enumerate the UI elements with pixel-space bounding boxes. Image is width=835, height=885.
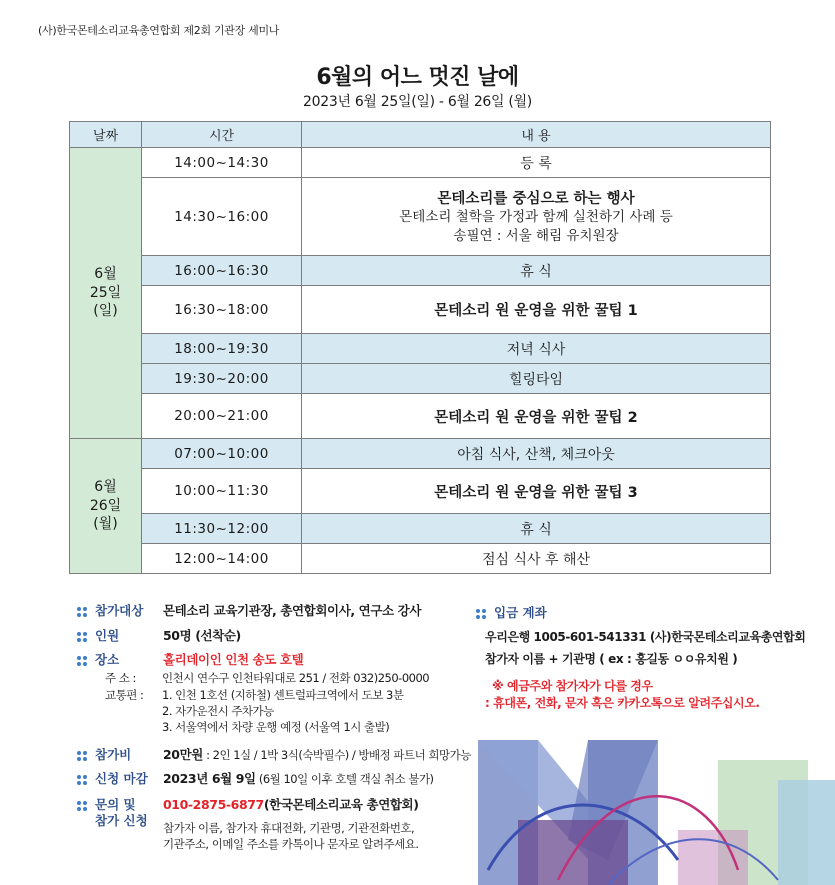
deposit-warning-1: ※ 예금주와 참가자가 다를 경우: [492, 679, 653, 693]
transport-line-1: 1. 인천 1호선 (지하철) 센트럴파크역에서 도보 3분: [162, 688, 404, 702]
count-label: 인원: [77, 626, 119, 644]
table-row: [70, 256, 771, 286]
bullet-dots-icon: [476, 609, 488, 619]
bullet-dots-icon: [77, 775, 89, 785]
session-title: 몬테소리 원 운영을 위한 꿀팁 2: [434, 409, 638, 426]
day1-month: 6월: [94, 265, 117, 282]
contact-label-2: 참가 신청: [95, 813, 148, 828]
decorative-logo-graphic: [478, 720, 835, 885]
table-row: [70, 394, 771, 439]
schedule-table: [69, 121, 771, 574]
header-content: 내 용: [302, 122, 771, 148]
table-row: [70, 364, 771, 394]
fee-detail: : 2인 1실 / 1박 3식(숙박필수) / 방배정 파트너 희망가능: [202, 748, 471, 762]
table-row: [70, 334, 771, 364]
transport-label: 교통편 :: [105, 688, 144, 702]
header-time: 시간: [142, 122, 302, 148]
bullet-dots-icon: [77, 632, 89, 642]
day2-cell: [70, 439, 142, 574]
bullet-dots-icon: [77, 607, 89, 617]
bullet-dots-icon: [77, 801, 89, 811]
event-date: 2023년 6월 25일(일) - 6월 26일 (월): [303, 94, 532, 110]
time-cell: 16:00~16:30: [142, 256, 302, 286]
bullet-dots-icon: [77, 751, 89, 761]
table-row: [70, 286, 771, 334]
deposit-warning-2: : 휴대폰, 전화, 문자 혹은 카카오톡으로 알려주십시오.: [485, 696, 760, 710]
deposit-label: 입금 계좌: [476, 603, 547, 621]
bullet-dots-icon: [77, 656, 89, 666]
contact-value: [163, 795, 419, 813]
session-title: 몬테소리 원 운영을 위한 꿀팁 3: [434, 484, 638, 501]
day2-month: 6월: [94, 478, 117, 495]
content-cell: 아침 식사, 산책, 체크아웃: [302, 439, 771, 469]
time-cell: 11:30~12:00: [142, 514, 302, 544]
org-seminar-line: (사)한국몬테소리교육총연합회 제2회 기관장 세미나: [38, 24, 280, 37]
deadline-label: 신청 마감: [77, 769, 148, 787]
session-title: 몬테소리 원 운영을 위한 꿀팁 1: [434, 303, 638, 319]
content-cell: [302, 394, 771, 439]
table-row: [70, 514, 771, 544]
content-cell: [302, 178, 771, 256]
session-title: 몬테소리를 중심으로 하는 행사: [437, 191, 635, 208]
content-cell: 힐링타임: [302, 364, 771, 394]
time-cell: 14:00~14:30: [142, 148, 302, 178]
time-cell: 20:00~21:00: [142, 394, 302, 439]
time-cell: 14:30~16:00: [142, 178, 302, 256]
address-label: 주 소 :: [105, 671, 136, 685]
contact-note-2: 기관주소, 이메일 주소를 카톡이나 문자로 알려주세요.: [163, 837, 419, 851]
contact-note-1: 참가자 이름, 참가자 휴대전화, 기관명, 기관전화번호,: [163, 821, 415, 835]
address-value: 인천시 연수구 인천타워대로 251 / 전화 032)250-0000: [162, 671, 430, 685]
deadline-value: [163, 769, 434, 788]
transport-line-3: 3. 서울역에서 차량 운행 예정 (서울역 1시 출발): [162, 720, 390, 734]
venue-label: 장소: [77, 650, 119, 668]
header-day: 날짜: [70, 122, 142, 148]
session-description: 몬테소리 철학을 가정과 함께 실천하기 사례 등: [399, 209, 673, 226]
table-row: [70, 178, 771, 256]
session-speaker: 송필연 : 서울 해림 유치원장: [453, 228, 619, 244]
day2-date: 26일: [89, 497, 122, 514]
table-header-row: [70, 122, 771, 148]
content-cell: [302, 286, 771, 334]
contact-org: (한국몬테소리교육 총연합회): [263, 797, 419, 812]
venue-value: 홀리데이인 인천 송도 호텔: [163, 652, 304, 667]
day1-date: 25일: [89, 284, 122, 301]
deadline-note: (6월 10일 이후 호텔 객실 취소 불가): [255, 772, 434, 786]
content-cell: 휴 식: [302, 256, 771, 286]
table-row: [70, 544, 771, 574]
page-title: 6월의 어느 멋진 날에: [316, 65, 519, 90]
count-value: 50명 (선착순): [163, 628, 241, 643]
time-cell: 10:00~11:30: [142, 469, 302, 514]
time-cell: 16:30~18:00: [142, 286, 302, 334]
content-cell: 휴 식: [302, 514, 771, 544]
fee-label: 참가비: [77, 745, 131, 763]
transport-line-2: 2. 자가운전시 주차가능: [162, 704, 274, 718]
day1-cell: [70, 148, 142, 439]
contact-label: 문의 및: [77, 795, 136, 813]
time-cell: 07:00~10:00: [142, 439, 302, 469]
content-cell: 저녁 식사: [302, 334, 771, 364]
contact-phone: 010-2875-6877: [163, 797, 264, 812]
deadline-date: 2023년 6월 9일: [163, 771, 256, 786]
content-cell: 등 록: [302, 148, 771, 178]
participants-value: 몬테소리 교육기관장, 총연합회이사, 연구소 강사: [163, 603, 422, 618]
day1-weekday: (일): [93, 303, 118, 320]
time-cell: 18:00~19:30: [142, 334, 302, 364]
table-row: [70, 148, 771, 178]
content-cell: [302, 469, 771, 514]
table-row: [70, 469, 771, 514]
fee-amount: 20만원: [163, 747, 203, 762]
table-row: [70, 439, 771, 469]
content-cell: 점심 식사 후 해산: [302, 544, 771, 574]
day2-weekday: (월): [93, 516, 118, 533]
abstract-m-graphic: [478, 720, 835, 885]
deposit-name-format: 참가자 이름 + 기관명 ( ex : 홍길동 ㅇㅇ유치원 ): [485, 652, 738, 666]
time-cell: 19:30~20:00: [142, 364, 302, 394]
deposit-account: 우리은행 1005-601-541331 (사)한국몬테소리교육총연합회: [485, 630, 806, 644]
time-cell: 12:00~14:00: [142, 544, 302, 574]
participants-label: 참가대상: [77, 601, 143, 619]
fee-value: [163, 745, 471, 764]
